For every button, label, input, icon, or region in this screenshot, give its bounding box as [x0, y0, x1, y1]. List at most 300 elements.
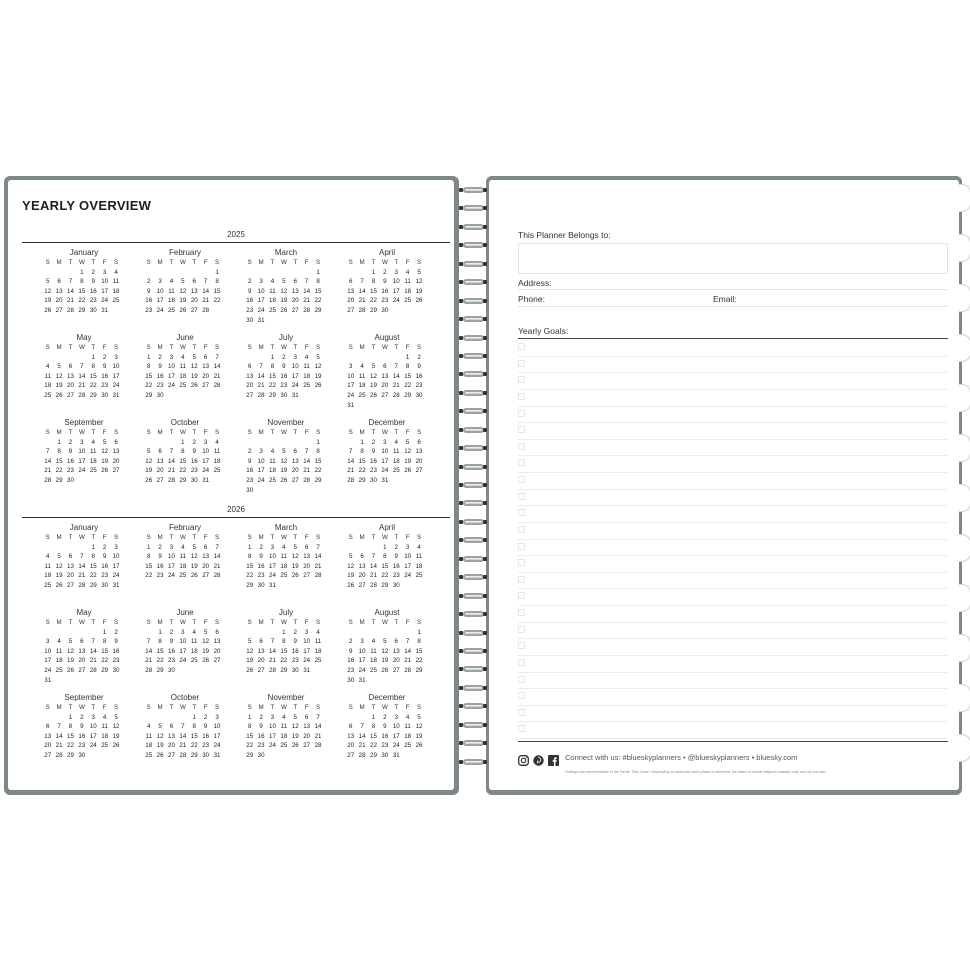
- goal-row[interactable]: [518, 639, 948, 656]
- month-tab[interactable]: [958, 534, 970, 562]
- facebook-icon[interactable]: [548, 753, 559, 764]
- goal-checkbox[interactable]: [518, 493, 525, 500]
- month-tab[interactable]: [958, 434, 970, 462]
- goal-row[interactable]: [518, 390, 948, 407]
- day-cell: 17: [89, 732, 97, 740]
- goal-checkbox[interactable]: [518, 692, 525, 699]
- empty-day: [65, 353, 76, 363]
- day-cell: 3: [304, 628, 309, 636]
- goal-row[interactable]: [518, 423, 948, 440]
- weekday-header: S: [214, 344, 220, 351]
- day-cell: 5: [114, 713, 118, 721]
- day-cell: 29: [190, 751, 198, 759]
- day-cell: 14: [358, 287, 366, 295]
- day-cell: 29: [370, 751, 377, 759]
- month-name: August: [374, 333, 400, 342]
- day-cell: 21: [358, 742, 366, 750]
- goal-row[interactable]: [518, 456, 948, 473]
- day-cell: 9: [394, 553, 398, 561]
- day-cell: 8: [316, 278, 320, 286]
- goal-row[interactable]: [518, 490, 948, 507]
- day-cell: 14: [78, 562, 86, 570]
- day-cell: 28: [213, 572, 221, 580]
- day-cell: 2: [293, 628, 297, 636]
- day-cell: 19: [145, 467, 153, 475]
- month-tab[interactable]: [958, 184, 970, 212]
- goal-row[interactable]: [518, 706, 948, 723]
- month-name: March: [274, 523, 298, 532]
- goal-checkbox[interactable]: [518, 626, 525, 633]
- day-cell: 20: [358, 572, 366, 580]
- day-cell: 26: [291, 572, 299, 580]
- weekday-header: T: [192, 344, 197, 351]
- goal-row[interactable]: [518, 440, 948, 457]
- month-may: [42, 333, 126, 401]
- day-cell: 2: [68, 438, 73, 446]
- coil-ring: [460, 629, 486, 639]
- day-cell: 30: [415, 391, 423, 399]
- day-cell: 30: [347, 676, 355, 684]
- month-november: [244, 418, 328, 495]
- goal-row[interactable]: [518, 656, 948, 673]
- day-cell: 1: [146, 543, 151, 551]
- empty-day: [143, 713, 154, 723]
- day-cell: 11: [415, 553, 423, 561]
- day-cell: 9: [68, 448, 73, 456]
- contact-line[interactable]: [518, 306, 948, 307]
- month-december: [345, 693, 429, 761]
- weekday-header: F: [203, 534, 208, 541]
- goal-row[interactable]: [518, 373, 948, 390]
- day-cell: 16: [347, 657, 355, 665]
- weekday-header: T: [68, 704, 73, 711]
- goal-row[interactable]: [518, 673, 948, 690]
- month-tab[interactable]: [958, 334, 970, 362]
- month-tab[interactable]: [958, 384, 970, 412]
- day-cell: 15: [246, 562, 254, 570]
- goal-checkbox[interactable]: [518, 509, 525, 516]
- day-cell: 13: [112, 448, 120, 456]
- day-cell: 10: [179, 638, 187, 646]
- day-cell: 30: [168, 666, 175, 674]
- day-grid: [143, 533, 227, 581]
- day-cell: 20: [381, 382, 389, 390]
- weekday-header: T: [192, 259, 197, 266]
- goal-checkbox[interactable]: [518, 609, 525, 616]
- weekday-header: S: [315, 344, 321, 351]
- day-cell: 1: [215, 268, 219, 276]
- day-cell: 16: [381, 287, 389, 295]
- day-cell: 22: [370, 297, 377, 305]
- weekday-header: W: [78, 534, 85, 541]
- day-cell: 3: [259, 448, 263, 456]
- day-cell: 30: [291, 666, 299, 674]
- goal-checkbox[interactable]: [518, 559, 525, 566]
- day-cell: 29: [101, 666, 109, 674]
- day-cell: 22: [370, 742, 377, 750]
- day-cell: 13: [67, 372, 74, 380]
- goal-row[interactable]: [518, 523, 948, 540]
- coil-ring: [460, 499, 486, 509]
- day-cell: 7: [45, 448, 50, 456]
- coil-ring: [460, 389, 486, 399]
- day-cell: 1: [247, 713, 252, 721]
- goal-checkbox[interactable]: [518, 676, 525, 683]
- day-cell: 12: [381, 647, 389, 655]
- goal-checkbox[interactable]: [518, 343, 525, 350]
- day-cell: 21: [303, 297, 311, 305]
- day-cell: 25: [269, 476, 276, 484]
- day-cell: 27: [415, 467, 423, 475]
- day-cell: 11: [44, 562, 51, 570]
- day-cell: 9: [417, 363, 421, 371]
- day-cell: 21: [55, 742, 63, 750]
- day-cell: 13: [291, 457, 299, 465]
- day-cell: 15: [246, 732, 254, 740]
- weekday-header: W: [78, 429, 85, 436]
- day-cell: 20: [44, 742, 52, 750]
- month-june: [143, 608, 227, 676]
- instagram-icon[interactable]: [518, 753, 529, 764]
- day-cell: 15: [156, 647, 164, 655]
- day-cell: 15: [101, 647, 109, 655]
- day-grid: [345, 703, 429, 761]
- empty-day: [368, 353, 379, 363]
- day-cell: 2: [383, 268, 387, 276]
- day-cell: 27: [291, 306, 299, 314]
- day-cell: 7: [57, 723, 61, 731]
- day-cell: 1: [316, 268, 320, 276]
- day-cell: 7: [203, 278, 208, 286]
- day-cell: 28: [303, 306, 311, 314]
- day-cell: 8: [192, 723, 196, 731]
- day-cell: 25: [404, 297, 412, 305]
- day-cell: 4: [394, 438, 398, 446]
- day-cell: 1: [383, 543, 387, 551]
- day-cell: 19: [44, 297, 52, 305]
- day-cell: 4: [316, 628, 320, 636]
- day-cell: 19: [202, 647, 210, 655]
- day-cell: 5: [247, 638, 252, 646]
- day-cell: 9: [146, 287, 151, 295]
- goal-row[interactable]: [518, 623, 948, 640]
- empty-day: [53, 628, 64, 638]
- day-cell: 24: [392, 297, 400, 305]
- goal-checkbox[interactable]: [518, 376, 525, 383]
- day-cell: 5: [293, 543, 297, 551]
- month-tab[interactable]: [958, 484, 970, 512]
- day-cell: 22: [78, 297, 86, 305]
- goal-row[interactable]: [518, 357, 948, 374]
- weekday-header: T: [371, 534, 376, 541]
- goal-row[interactable]: [518, 689, 948, 706]
- day-cell: 11: [179, 553, 187, 561]
- day-cell: 22: [213, 297, 221, 305]
- weekday-header: S: [113, 534, 119, 541]
- day-cell: 1: [360, 438, 364, 446]
- day-cell: 31: [112, 391, 120, 399]
- day-cell: 18: [404, 287, 412, 295]
- day-cell: 20: [78, 657, 86, 665]
- day-cell: 5: [102, 438, 107, 446]
- day-cell: 7: [270, 638, 275, 646]
- weekday-header: T: [293, 429, 298, 436]
- goal-row[interactable]: [518, 473, 948, 490]
- day-cell: 25: [269, 306, 276, 314]
- day-cell: 13: [381, 372, 389, 380]
- goal-checkbox[interactable]: [518, 576, 525, 583]
- day-cell: 12: [112, 723, 120, 731]
- day-cell: 5: [158, 723, 162, 731]
- month-name: June: [176, 333, 194, 342]
- goal-checkbox[interactable]: [518, 642, 525, 649]
- month-tab[interactable]: [958, 284, 970, 312]
- goal-checkbox[interactable]: [518, 592, 525, 599]
- day-cell: 28: [213, 382, 221, 390]
- monthly-tabs: [958, 180, 970, 792]
- day-cell: 10: [156, 287, 164, 295]
- day-cell: 11: [280, 553, 288, 561]
- weekday-header: F: [304, 344, 309, 351]
- weekday-header: M: [359, 619, 365, 626]
- weekday-header: W: [280, 344, 287, 351]
- address-line[interactable]: [518, 289, 948, 290]
- weekday-header: M: [359, 344, 365, 351]
- month-tab[interactable]: [958, 234, 970, 262]
- day-cell: 15: [78, 287, 86, 295]
- day-cell: 22: [269, 382, 276, 390]
- day-cell: 23: [156, 572, 164, 580]
- day-cell: 17: [358, 657, 366, 665]
- weekday-header: S: [348, 619, 353, 626]
- day-cell: 23: [280, 382, 288, 390]
- day-cell: 24: [358, 666, 366, 674]
- goal-row[interactable]: [518, 606, 948, 623]
- day-cell: 18: [101, 732, 109, 740]
- weekday-header: S: [146, 429, 151, 436]
- day-cell: 15: [269, 372, 276, 380]
- day-cell: 24: [269, 742, 276, 750]
- goal-row[interactable]: [518, 506, 948, 523]
- weekday-header: M: [157, 259, 163, 266]
- goal-row[interactable]: [518, 589, 948, 606]
- day-cell: 25: [404, 742, 412, 750]
- weekday-header: W: [179, 619, 186, 626]
- day-cell: 25: [112, 297, 120, 305]
- month-name: May: [76, 333, 92, 342]
- day-cell: 17: [257, 297, 265, 305]
- day-cell: 26: [415, 297, 423, 305]
- day-cell: 1: [91, 353, 95, 361]
- empty-day: [368, 543, 379, 553]
- weekday-header: W: [280, 704, 287, 711]
- empty-day: [53, 268, 64, 278]
- year-label: 2026: [227, 505, 245, 514]
- day-cell: 27: [246, 391, 254, 399]
- day-cell: 11: [314, 638, 322, 646]
- goal-row[interactable]: [518, 540, 948, 557]
- day-cell: 25: [55, 666, 63, 674]
- weekday-header: F: [102, 429, 107, 436]
- month-tab[interactable]: [958, 584, 970, 612]
- weekday-header: T: [169, 619, 174, 626]
- goal-checkbox[interactable]: [518, 410, 525, 417]
- goal-checkbox[interactable]: [518, 526, 525, 533]
- day-cell: 28: [257, 391, 265, 399]
- day-cell: 5: [316, 353, 320, 361]
- weekday-header: F: [203, 259, 208, 266]
- goal-checkbox[interactable]: [518, 393, 525, 400]
- day-cell: 16: [101, 372, 109, 380]
- goal-checkbox[interactable]: [518, 426, 525, 433]
- month-tab[interactable]: [958, 634, 970, 662]
- goal-checkbox[interactable]: [518, 543, 525, 550]
- weekday-header: T: [270, 619, 275, 626]
- weekday-header: T: [371, 704, 376, 711]
- day-cell: 10: [44, 647, 52, 655]
- goal-checkbox[interactable]: [518, 659, 525, 666]
- goal-row[interactable]: [518, 556, 948, 573]
- day-cell: 10: [269, 553, 276, 561]
- day-cell: 5: [417, 268, 421, 276]
- day-cell: 24: [112, 572, 120, 580]
- month-january: [42, 523, 126, 591]
- day-cell: 24: [202, 467, 210, 475]
- goal-checkbox[interactable]: [518, 360, 525, 367]
- month-name: September: [64, 418, 104, 427]
- day-cell: 4: [45, 363, 50, 371]
- goal-row[interactable]: [518, 340, 948, 357]
- weekday-header: W: [280, 429, 287, 436]
- day-cell: 14: [358, 732, 366, 740]
- day-cell: 18: [415, 562, 423, 570]
- goal-checkbox[interactable]: [518, 459, 525, 466]
- day-cell: 3: [158, 278, 162, 286]
- day-cell: 6: [68, 363, 73, 371]
- day-cell: 13: [156, 457, 164, 465]
- weekday-header: T: [394, 344, 399, 351]
- day-cell: 2: [371, 438, 376, 446]
- empty-day: [200, 268, 211, 278]
- goal-checkbox[interactable]: [518, 725, 525, 732]
- day-cell: 6: [169, 723, 174, 731]
- empty-day: [356, 543, 367, 553]
- weekday-header: W: [179, 429, 186, 436]
- goal-checkbox[interactable]: [518, 709, 525, 716]
- pinterest-icon[interactable]: [533, 753, 544, 764]
- day-cell: 10: [404, 553, 412, 561]
- goal-row[interactable]: [518, 407, 948, 424]
- day-cell: 26: [314, 382, 322, 390]
- weekday-header: T: [371, 344, 376, 351]
- day-cell: 23: [101, 572, 109, 580]
- goal-row[interactable]: [518, 722, 948, 739]
- day-cell: 16: [101, 562, 109, 570]
- day-cell: 27: [67, 581, 74, 589]
- day-cell: 17: [213, 732, 221, 740]
- coil-ring: [460, 426, 486, 436]
- day-cell: 24: [257, 476, 265, 484]
- day-cell: 7: [405, 638, 410, 646]
- month-tab[interactable]: [958, 684, 970, 712]
- day-cell: 2: [102, 353, 107, 361]
- day-cell: 7: [68, 278, 73, 286]
- weekday-header: T: [169, 259, 174, 266]
- weekday-header: T: [270, 344, 275, 351]
- address-label: Address:: [518, 278, 552, 288]
- day-cell: 8: [247, 553, 252, 561]
- day-cell: 2: [114, 628, 118, 636]
- day-cell: 28: [370, 581, 377, 589]
- day-cell: 21: [303, 467, 311, 475]
- weekday-header: T: [394, 534, 399, 541]
- day-cell: 18: [112, 287, 120, 295]
- day-cell: 24: [101, 297, 109, 305]
- day-cell: 5: [192, 543, 196, 551]
- day-cell: 29: [67, 751, 74, 759]
- weekday-header: T: [293, 704, 298, 711]
- empty-day: [42, 353, 53, 363]
- month-tab[interactable]: [958, 734, 970, 762]
- empty-day: [177, 713, 188, 723]
- day-cell: 4: [282, 713, 286, 721]
- owner-name-field[interactable]: [518, 243, 948, 274]
- day-grid: [42, 618, 126, 685]
- day-cell: 30: [392, 581, 400, 589]
- coil-ring: [460, 297, 486, 307]
- weekday-header: W: [78, 344, 85, 351]
- weekday-header: T: [91, 619, 96, 626]
- day-grid: [143, 343, 227, 401]
- empty-day: [244, 628, 255, 638]
- weekday-header: T: [91, 704, 96, 711]
- day-cell: 29: [314, 476, 322, 484]
- day-cell: 22: [145, 382, 153, 390]
- empty-day: [290, 438, 301, 448]
- day-cell: 17: [101, 287, 109, 295]
- day-cell: 31: [44, 676, 52, 684]
- day-cell: 13: [213, 638, 221, 646]
- day-cell: 3: [405, 543, 410, 551]
- day-cell: 27: [55, 306, 63, 314]
- day-cell: 13: [202, 553, 210, 561]
- goals-rule: [518, 338, 948, 339]
- day-cell: 23: [370, 467, 377, 475]
- month-april: [345, 523, 429, 591]
- weekday-header: T: [293, 619, 298, 626]
- weekday-header: T: [293, 344, 298, 351]
- day-cell: 6: [383, 363, 387, 371]
- day-cell: 9: [348, 647, 353, 655]
- day-cell: 12: [291, 723, 299, 731]
- day-cell: 27: [381, 391, 389, 399]
- day-cell: 8: [57, 448, 61, 456]
- day-cell: 27: [392, 666, 400, 674]
- weekday-header: T: [270, 429, 275, 436]
- day-cell: 11: [303, 363, 310, 371]
- empty-day: [290, 268, 301, 278]
- day-cell: 14: [145, 647, 153, 655]
- day-cell: 4: [57, 638, 61, 646]
- goal-checkbox[interactable]: [518, 443, 525, 450]
- goal-row[interactable]: [518, 573, 948, 590]
- day-cell: 15: [404, 372, 412, 380]
- goal-checkbox[interactable]: [518, 476, 525, 483]
- day-cell: 25: [89, 467, 97, 475]
- day-cell: 1: [371, 713, 376, 721]
- day-cell: 2: [158, 353, 162, 361]
- day-cell: 16: [291, 647, 299, 655]
